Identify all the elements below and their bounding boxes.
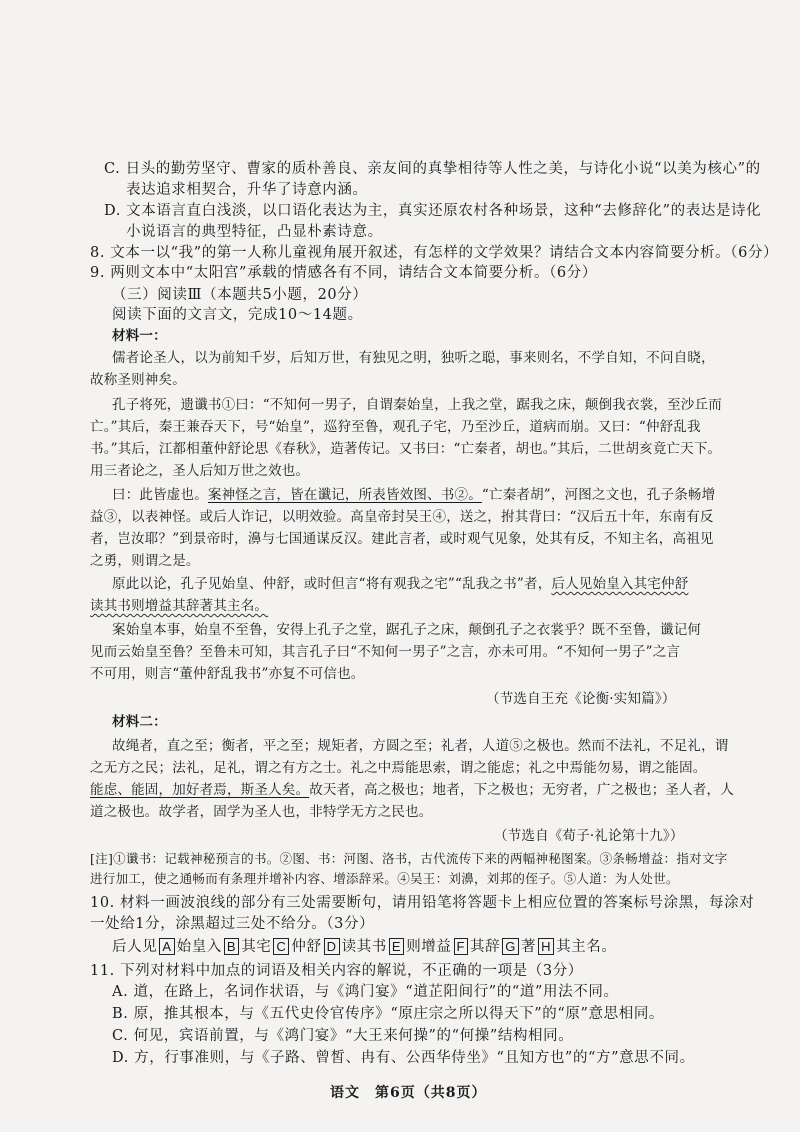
material-1-line: 孔子将死，遗谶书①曰：“不知何一男子，自谓秦始皇，上我之堂，踞我之床，颠倒我衣裳，至沙丘而 [112,397,722,413]
q10-segment-text: 后人见 [112,939,158,955]
q10-segment-text: 仲舒 [291,939,322,955]
material-1-line: 案始皇本事，始皇不至鲁，安得上孔子之堂，踞孔子之床，颠倒孔子之衣裳乎？既不至鲁，谶记何 [112,622,702,638]
underlined-sentence: 案神怪之言，皆在谶记，所表皆效图、书②。 [207,487,482,503]
material-1-text: 原此以论，孔子见始皇、仲舒，或时但言“将有观我之宅”“乱我之书”者， [112,576,552,592]
q10-segment-text: 著 [520,939,537,955]
material-2-source: （节选自《荀子·礼论第十九》） [494,828,684,844]
q10-segment-text: 则增益 [406,939,452,955]
annotation-note: [注]①谶书：记载神秘预言的书。②图、书：河图、洛书，古代流传下来的两幅神秘图案。③条畅增益：指对文字 [90,851,728,866]
q10-segmentation-line [112,938,616,956]
question-9: 9. 两则文本中“太阳宫”承载的情感各有不同，请结合文本简要分析。（6分） [90,265,597,281]
underlined-sentence: 能虑、能固，加好者焉，斯圣人矣。 [90,782,310,798]
q11-option-b: B. 原，推其根本，与《五代史伶官传序》“原庄宗之所以得天下”的“原”意思相同。 [112,1006,665,1022]
material-1-line [112,486,715,504]
material-2-line: 故绳者，直之至；衡者，平之至；规矩者，方圆之至；礼者，人道⑤之极也。然而不法礼，不足礼，谓 [112,738,729,754]
question-10: 10. 材料一画波浪线的部分有三处需要断句，请用铅笔将答题卡上相应位置的答案标号涂黑，每涂对 [90,895,755,911]
material-1-line: 者，岂汝耶？”到景帝时，濞与七国通谋反汉。建此言者，或时观气见象，处其有反，不知主名，高祖见 [90,531,714,547]
material-2-text: 故天者，高之极也；地者，下之极也；无穷者，广之极也；圣人者，人 [309,782,734,798]
q10-segment-text: 读其书 [341,939,387,955]
material-1-line: 亡。”其后，秦王兼吞天下，号“始皇”，巡狩至鲁，观孔子宅，乃至沙丘，道病而崩。又曰：“仲舒乱我 [90,419,701,435]
material-1-text: “亡秦者胡”，河图之文也，孔子条畅增 [481,487,716,503]
q7-option-c-line2: 表达追求相契合，升华了诗意内涵。 [126,182,368,198]
material-1-line: 书。”其后，江都相董仲舒论思《春秋》，造著传记。又书曰：“亡秦者，胡也。”其后，二世胡亥竟亡天下。 [90,441,722,457]
section-3-instruction: 阅读下面的文言文，完成10～14题。 [112,307,363,323]
material-2-line: 道之极也。故学者，固学为圣人也，非特学无方之民也。 [90,804,433,820]
material-1-line: 不可用，则言“董仲舒乱我书”亦复不可信也。 [90,666,365,682]
q11-option-a: A. 道，在路上，名词作状语，与《鸿门宴》“道芷阳间行”的“道”用法不同。 [112,984,619,1000]
q10-answer-box-A: A [159,938,174,955]
material-2-line: 之无方之民；法礼，足礼，谓之有方之士。礼之中焉能思索，谓之能虑；礼之中焉能勿易，谓之能固。 [90,760,707,776]
q10-answer-box-E: E [389,938,404,955]
q10-segment-text: 始皇入 [176,939,222,955]
q10-answer-box-H: H [538,938,554,955]
question-11-stem: 11. 下列对材料中加点的词语及相关内容的解说，不正确的一项是（3分） [90,963,583,979]
material-1-line: 之勇，则谓之是。 [90,553,200,569]
material-1-text: 曰：此皆虚也。 [112,487,208,503]
q10-segment-text: 其辞 [470,939,501,955]
material-1-line: 故称圣则神矣。 [90,372,186,388]
material-1-line: 儒者论圣人，以为前知千岁，后知万世，有独见之明，独听之聪，事来则名，不学自知，不问自晓， [112,350,715,366]
material-1-label: 材料一： [112,328,167,344]
q7-option-c-line1: C. 日头的勤劳坚守、曹家的质朴善良、亲友间的真挚相待等人性之美，与诗化小说“以美为核心”的 [104,161,761,177]
material-1-source: （节选自王充《论衡·实知篇》） [486,691,676,707]
question-10: 一处给1分，涂黑超过三处不给分。（3分） [90,916,375,932]
q10-answer-box-G: G [502,938,519,955]
q11-option-d: D. 方，行事准则，与《子路、曾皙、冉有、公西华侍坐》“且知方也”的“方”意思不同。 [112,1050,695,1066]
material-1-line [112,575,688,593]
material-1-line: 用三者论之，圣人后知万世之效也。 [90,463,310,479]
q10-answer-box-B: B [224,938,239,955]
material-1-line: 见而云始皇至鲁？至鲁未可知，其言孔子曰“不知何一男子”之言，亦未可用。“不知何一男子”之言 [90,644,681,660]
section-3-title: （三）阅读Ⅲ（本题共5小题，20分） [112,287,368,303]
wavy-underlined-passage: 读其书则增益其辞著其主名。 [90,598,269,614]
q10-answer-box-F: F [454,938,469,955]
material-2-label: 材料二： [112,714,167,730]
q7-option-d-line1: D. 文本语言直白浅淡，以口语化表达为主，真实还原农村各种场景，这种“去修辞化”的表达是诗化 [104,203,762,219]
annotation-note: 进行加工，使之通畅而有条理并增补内容、增添辞采。④吴王：刘濞，刘邦的侄子。⑤人道：为人处世。 [90,871,679,886]
page-footer: 语文 第6页（共8页） [330,1085,487,1101]
q7-option-d-line2: 小说语言的典型特征，凸显朴素诗意。 [126,224,383,240]
q11-option-c: C. 何见，宾语前置，与《鸿门宴》“大王来何操”的“何操”结构相同。 [112,1028,574,1044]
q10-answer-box-D: D [324,938,340,955]
q10-answer-box-C: C [273,938,289,955]
q10-segment-text: 其主名。 [556,939,617,955]
q10-segment-text: 其宅 [241,939,272,955]
material-2-line [90,781,734,799]
wavy-underlined-passage: 后人见始皇入其宅仲舒 [551,576,689,592]
material-1-line: 益③，以表神怪。或后人诈记，以明效验。高皇帝封吴王④，送之，拊其背曰：“汉后五十年，东南有反 [90,509,714,525]
question-8: 8. 文本一以“我”的第一人称儿童视角展开叙述，有怎样的文学效果？请结合文本内容简要分析。（6分） [90,245,779,261]
